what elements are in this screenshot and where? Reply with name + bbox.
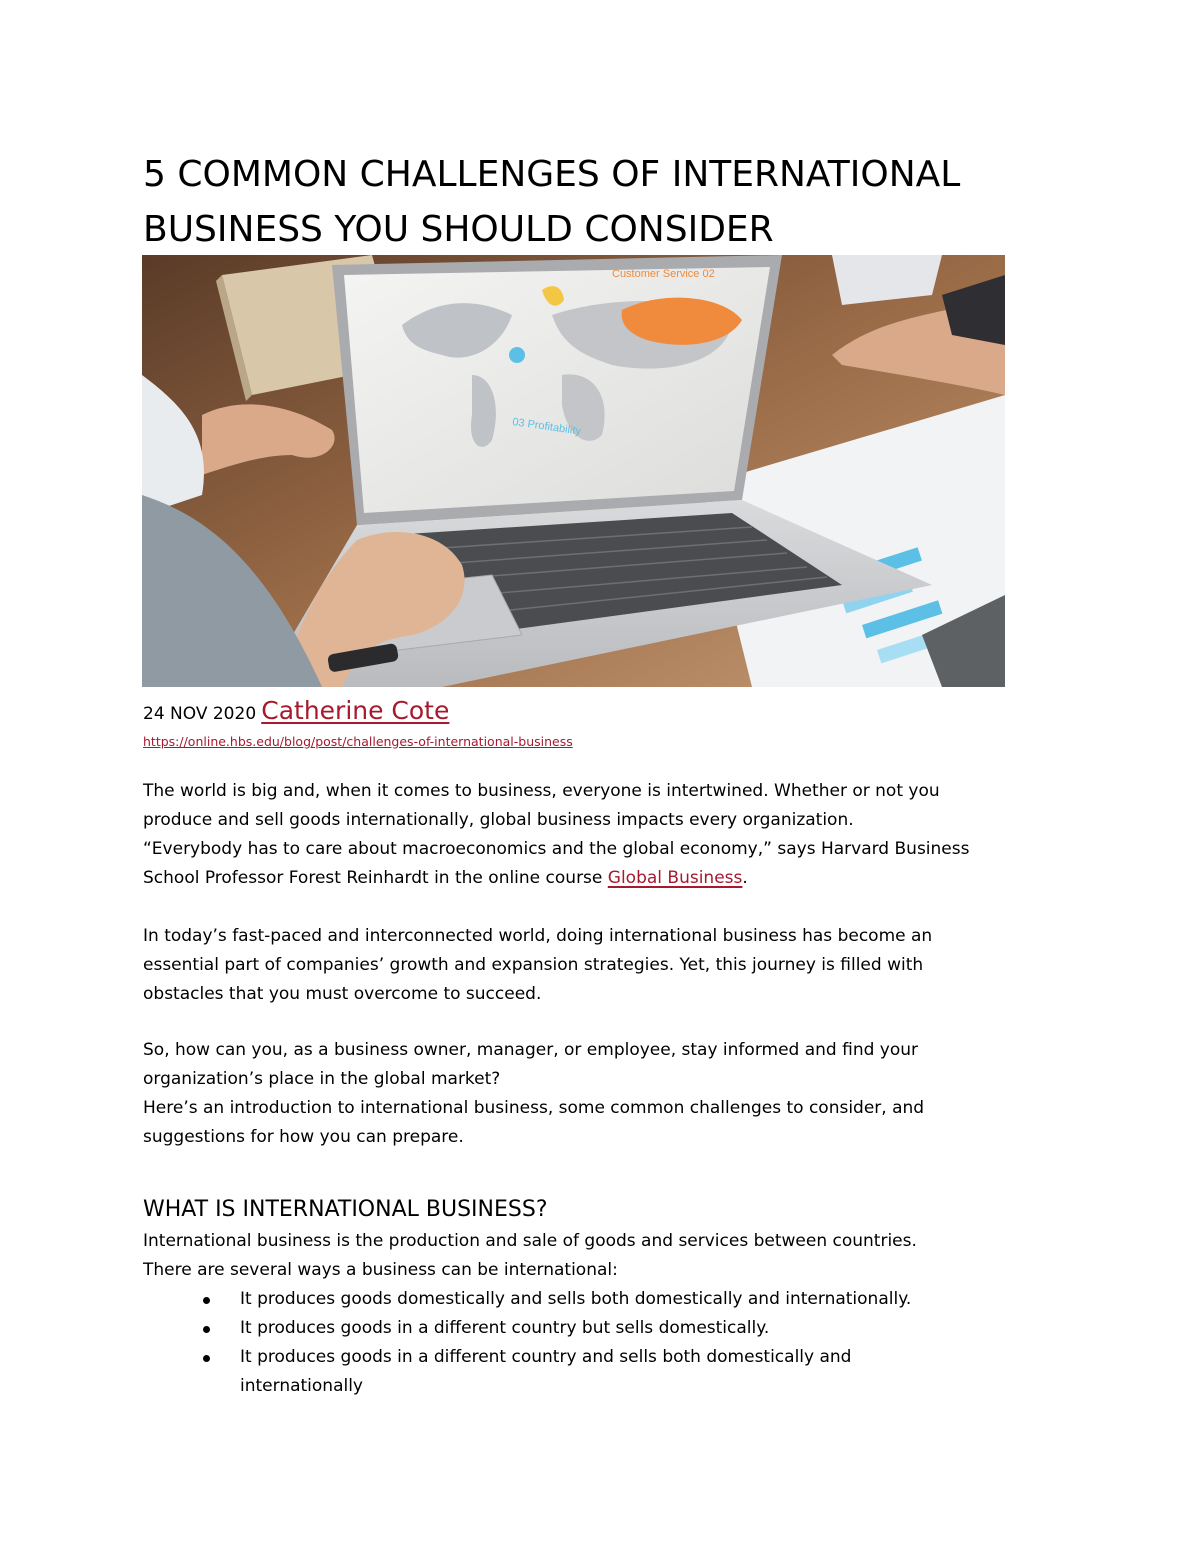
intro-line: “Everybody has to care about macroeconomics and the global economy,” says Harvard Business: [143, 839, 970, 859]
source-url-link[interactable]: https://online.hbs.edu/blog/post/challenges-of-international-business: [143, 734, 573, 749]
paragraph-line: So, how can you, as a business owner, manager, or employee, stay informed and find your: [143, 1040, 919, 1060]
paragraph-3: [143, 1036, 1073, 1152]
paragraph-line: obstacles that you must overcome to succeed.: [143, 984, 542, 1004]
global-business-link[interactable]: Global Business: [607, 868, 743, 888]
paragraph-line: suggestions for how you can prepare.: [143, 1127, 464, 1147]
author-link[interactable]: Catherine Cote: [261, 696, 450, 725]
section-intro: [143, 1227, 1073, 1285]
intro-line-period: .: [742, 868, 748, 888]
list-item: [143, 1285, 1043, 1314]
section-heading: WHAT IS INTERNATIONAL BUSINESS?: [143, 1197, 548, 1222]
list-item: [143, 1343, 940, 1401]
paragraph-line: There are several ways a business can be international:: [143, 1260, 618, 1280]
hero-image: [142, 255, 1005, 687]
paragraph-line: essential part of companies’ growth and expansion strategies. Yet, this journey is filled with: [143, 955, 924, 975]
intro-line: [143, 864, 1073, 893]
screen-label-customer-service: Customer Service 02: [612, 268, 715, 280]
title-line-2: BUSINESS YOU SHOULD CONSIDER: [143, 209, 774, 250]
intro-line: The world is big and, when it comes to business, everyone is intertwined. Whether or not you: [143, 781, 940, 801]
list-item-text: It produces goods in a different country and sells both domestically and internationally: [240, 1347, 852, 1396]
list-item-text: It produces goods domestically and sells both domestically and internationally.: [240, 1289, 912, 1309]
paragraph-line: Here’s an introduction to international business, some common challenges to consider, and: [143, 1098, 925, 1118]
bullet-list: [143, 1285, 1043, 1401]
screen-label-profitability: 03 Profitability: [511, 416, 582, 438]
byline: [143, 696, 449, 725]
title-line-1: 5 COMMON CHALLENGES OF INTERNATIONAL: [143, 154, 961, 195]
bullet-icon: [203, 1326, 210, 1333]
bullet-icon: [203, 1297, 210, 1304]
paragraph-2: [143, 922, 1073, 1009]
paragraph-line: organization’s place in the global market?: [143, 1069, 501, 1089]
paragraph-line: In today’s fast-paced and interconnected world, doing international business has become an: [143, 926, 933, 946]
bullet-icon: [203, 1355, 210, 1362]
paragraph-line: International business is the production and sale of goods and services between countries.: [143, 1231, 917, 1251]
intro-line-text: School Professor Forest Reinhardt in the online course: [143, 868, 608, 888]
list-item: [143, 1314, 1043, 1343]
publish-date: 24 NOV 2020: [143, 704, 257, 724]
intro-line: produce and sell goods internationally, global business impacts every organization.: [143, 810, 854, 830]
list-item-text: It produces goods in a different country but sells domestically.: [240, 1318, 770, 1338]
intro-paragraph: [143, 777, 1073, 893]
page-title: [143, 147, 1103, 257]
